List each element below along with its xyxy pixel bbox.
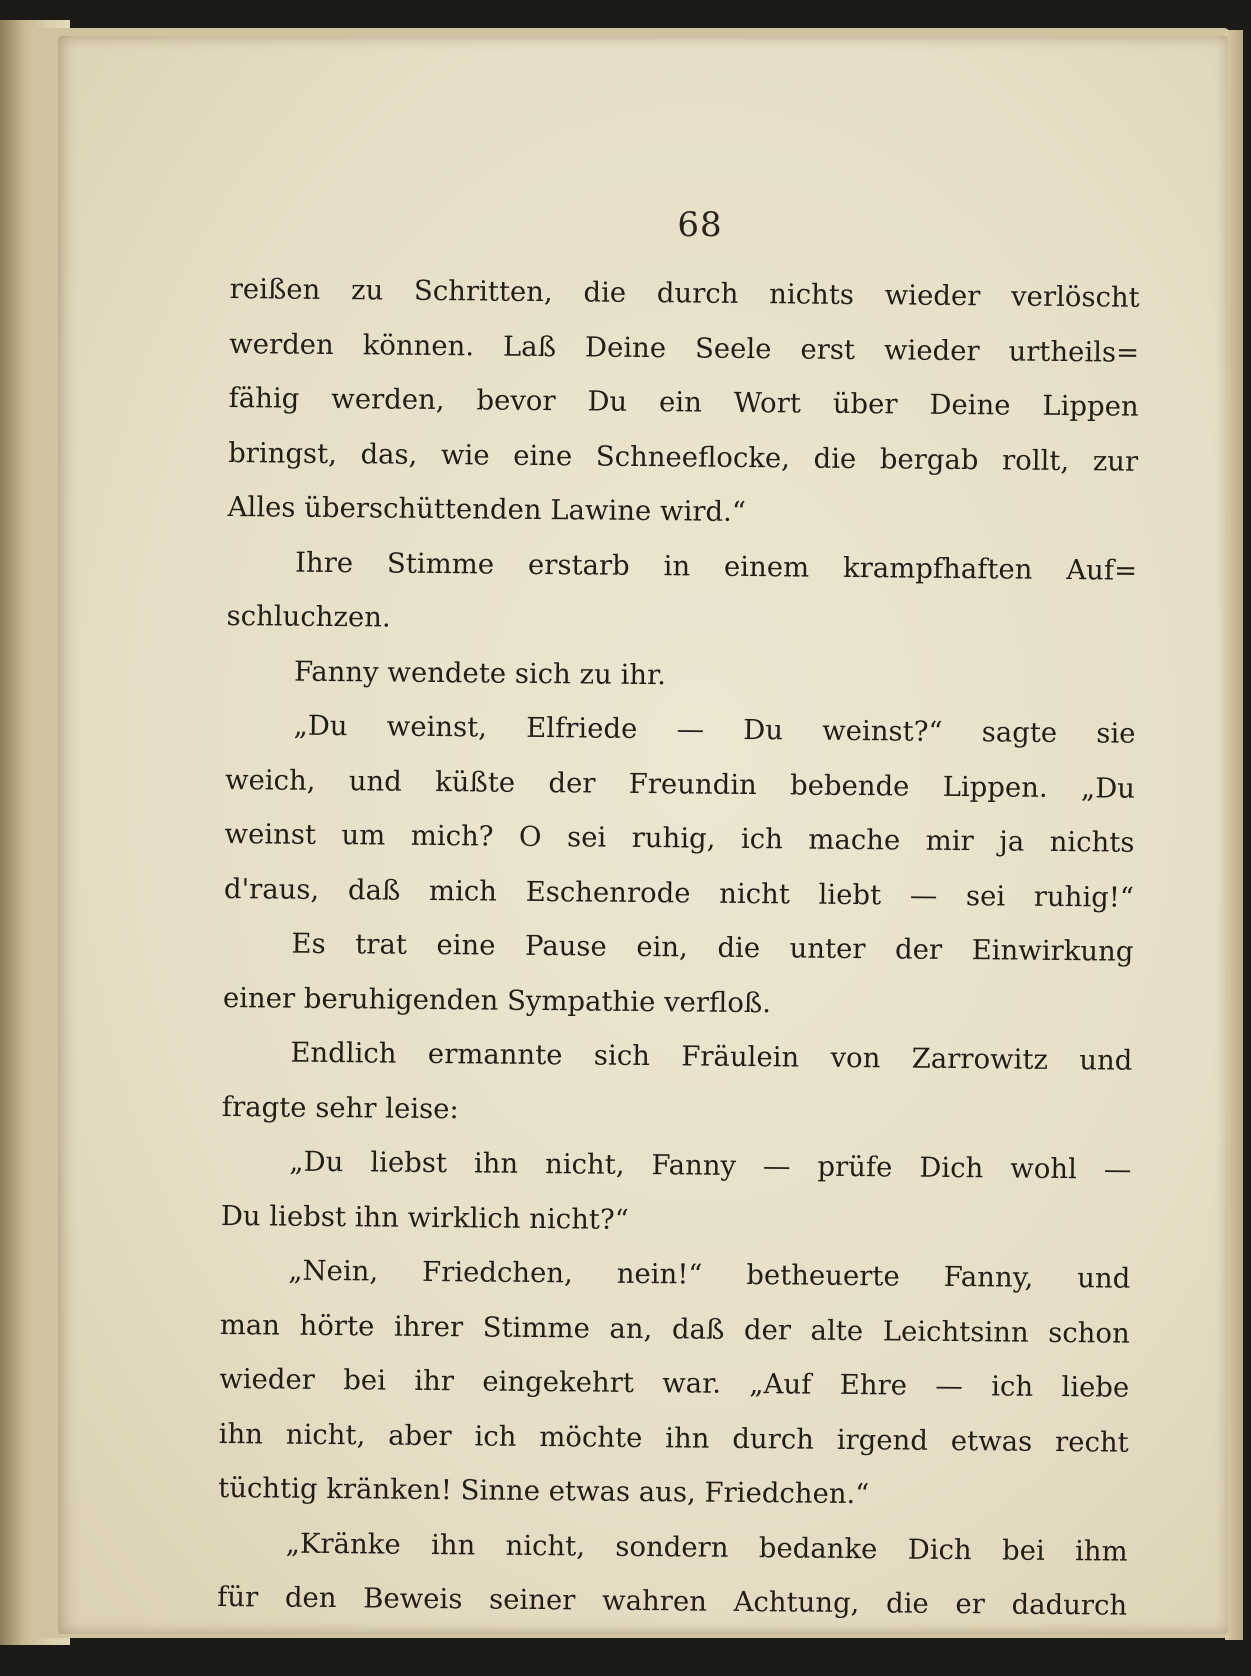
text-line: Alles überschüttenden Lawine wird.“ bbox=[227, 490, 747, 528]
text-line: reißen zu Schritten, die durch nichts wieder verlöscht bbox=[229, 272, 1140, 314]
text-line: bringst, das, wie eine Schneeflocke, die bergab rollt, zur bbox=[228, 436, 1139, 478]
text-line: werden können. Laß Deine Seele erst wieder urtheils= bbox=[229, 327, 1140, 369]
text-line: Ihre Stimme erstarb in einem krampfhaften Auf= bbox=[294, 546, 1138, 587]
text-line: für den Beweis seiner wahren Achtung, die er dadurch bbox=[217, 1580, 1128, 1622]
text-line: schluchzen. bbox=[226, 599, 391, 634]
text-line: Fanny wendete sich zu ihr. bbox=[293, 655, 667, 691]
text-line: fragte sehr leise: bbox=[221, 1090, 459, 1125]
text-line: wieder bei ihr eingekehrt war. „Auf Ehre — ich liebe bbox=[219, 1362, 1130, 1404]
page-number: 68 bbox=[677, 205, 723, 245]
text-line: d'raus, daß mich Eschenrode nicht liebt — sei ruhig!“ bbox=[223, 872, 1135, 914]
text-line: ihn nicht, aber ich möchte ihn durch irgend etwas recht bbox=[218, 1417, 1129, 1459]
text-line: einer beruhigenden Sympathie verfloß. bbox=[222, 981, 772, 1019]
text-line: „Du weinst, Elfriede — Du weinst?“ sagte sie bbox=[293, 709, 1136, 750]
text-line: fähig werden, bevor Du ein Wort über Deine Lippen bbox=[228, 381, 1139, 423]
text-line: „Nein, Friedchen, nein!“ betheuerte Fanny, und bbox=[288, 1254, 1131, 1295]
text-line: „Kränke ihn nicht, sondern bedanke Dich bei ihm bbox=[285, 1527, 1128, 1568]
text-line: Endlich ermannte sich Fräulein von Zarrowitz und bbox=[290, 1036, 1133, 1077]
text-line: man hörte ihrer Stimme an, daß der alte Leichtsinn schon bbox=[219, 1308, 1130, 1350]
text-line: Du liebst ihn wirklich nicht?“ bbox=[220, 1199, 629, 1236]
text-line: weich, und küßte der Freundin bebende Lippen. „Du bbox=[224, 763, 1136, 805]
body-text bbox=[217, 262, 1140, 1633]
text-line: tüchtig kränken! Sinne etwas aus, Friedchen.“ bbox=[218, 1471, 870, 1511]
text-line: „Du liebst ihn nicht, Fanny — prüfe Dich wohl — bbox=[289, 1145, 1132, 1186]
text-line: weinst um mich? O sei ruhig, ich mache mir ja nichts bbox=[224, 817, 1135, 859]
text-line: Es trat eine Pause ein, die unter der Einwirkung bbox=[291, 927, 1134, 968]
